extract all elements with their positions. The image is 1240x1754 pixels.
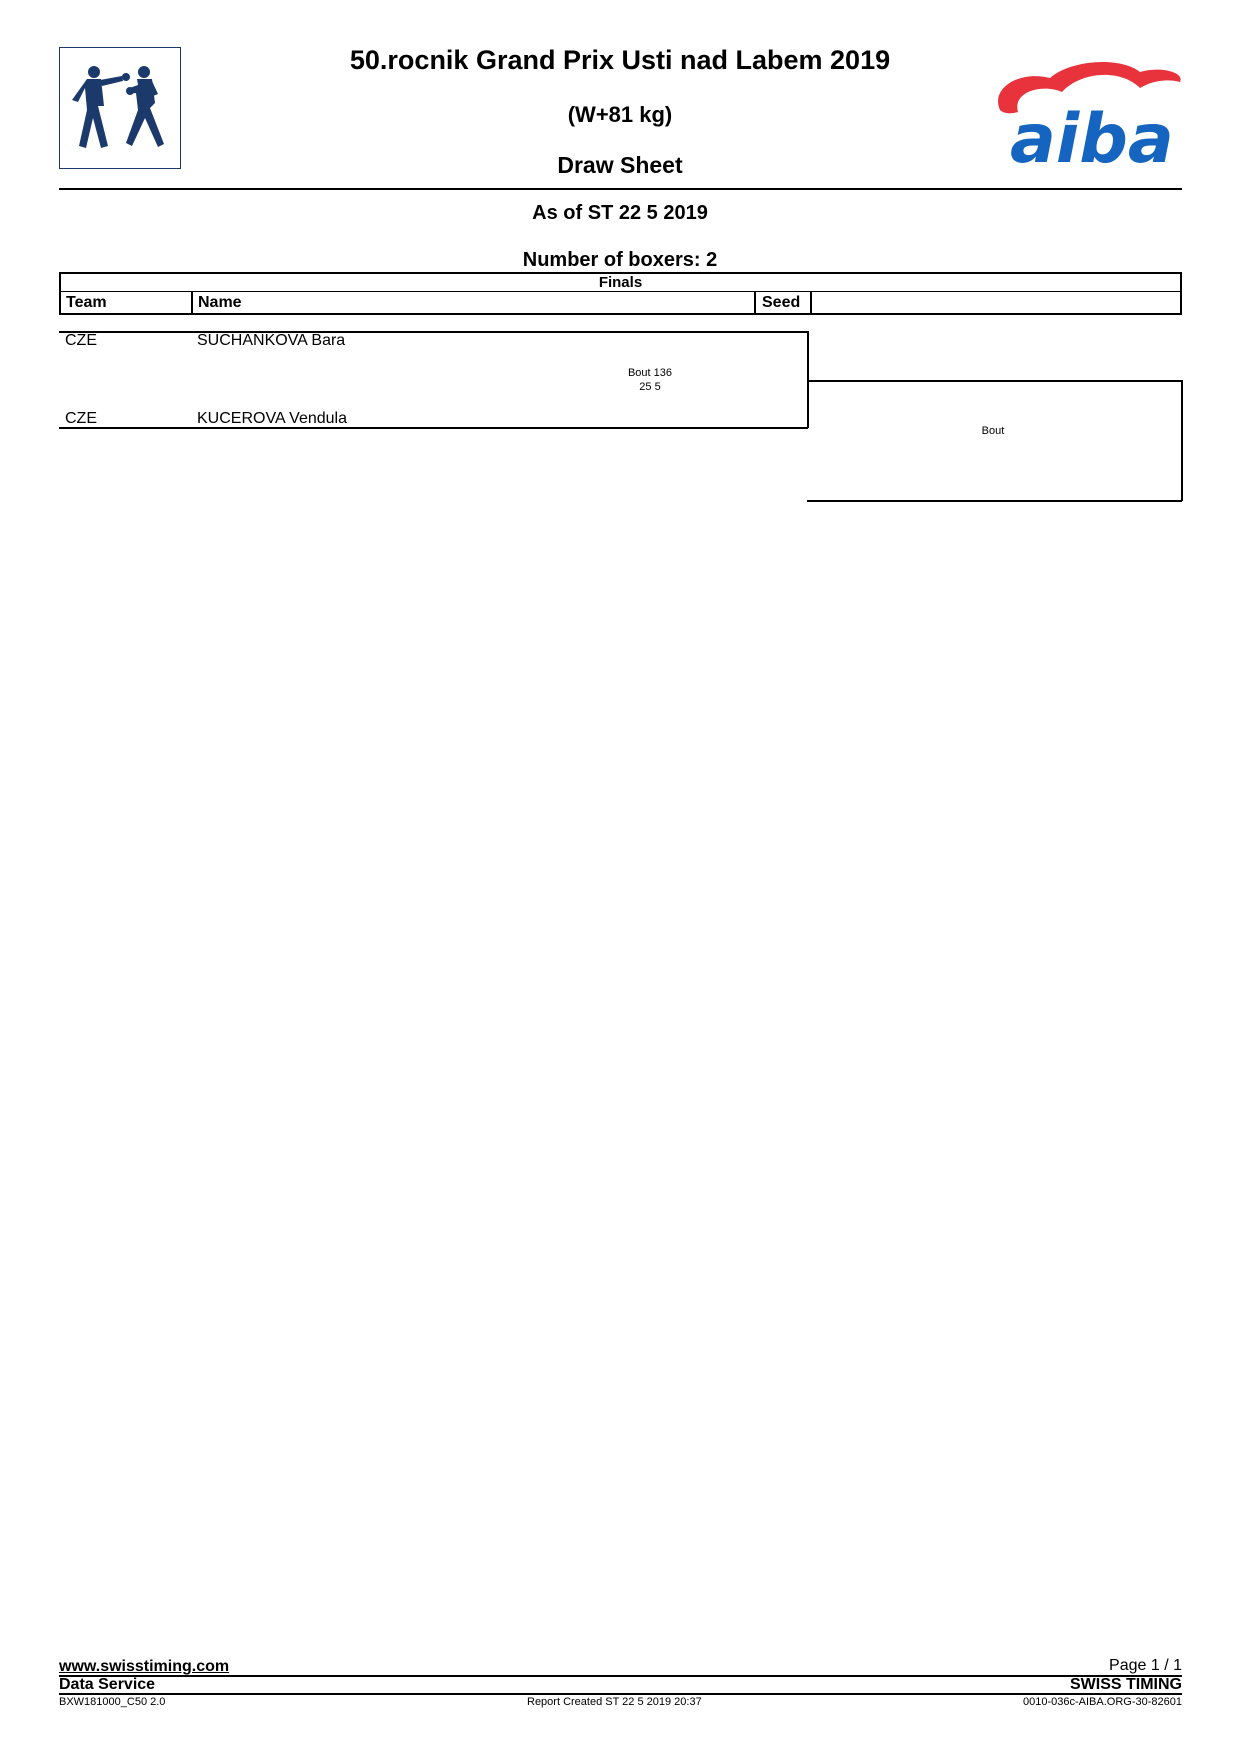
boxers-icon xyxy=(60,48,180,168)
bout-date: 25 5 xyxy=(639,381,661,393)
col-name: Name xyxy=(193,292,756,313)
competitor-2-line xyxy=(59,427,808,429)
sheet-type: Draw Sheet xyxy=(557,152,683,178)
footer-rule-1 xyxy=(59,1675,1182,1677)
event-title: 50.rocnik Grand Prix Usti nad Labem 2019 xyxy=(349,45,891,75)
column-headers xyxy=(59,292,1182,315)
report-created: Report Created ST 22 5 2019 20:37 xyxy=(527,1696,702,1708)
final-bout-label: Bout xyxy=(981,425,1005,437)
competitor-1-line xyxy=(59,331,808,333)
as-of-date: As of ST 22 5 2019 xyxy=(532,202,708,224)
report-code: BXW181000_C50 2.0 xyxy=(59,1696,166,1708)
boxing-logo xyxy=(59,47,181,169)
col-team: Team xyxy=(61,292,193,313)
round-label: Finals xyxy=(59,272,1182,292)
aiba-logo-icon xyxy=(990,48,1182,170)
competitor-2-name: KUCEROVA Vendula xyxy=(197,410,348,427)
weight-class: (W+81 kg) xyxy=(567,102,673,127)
col-seed: Seed xyxy=(756,292,812,313)
aiba-wordmark: aiba xyxy=(1010,100,1174,170)
bout-number: Bout 136 xyxy=(627,367,673,379)
competitor-2-team: CZE xyxy=(65,410,97,427)
footer-rule-2 xyxy=(59,1693,1182,1695)
competitor-1-team: CZE xyxy=(65,332,97,349)
report-ref: 0010-036c-AIBA.ORG-30-82601 xyxy=(1023,1696,1182,1708)
competitor-1-name: SUCHANKOVA Bara xyxy=(197,332,346,349)
footer-website-link[interactable]: www.swisstiming.com xyxy=(59,1658,230,1675)
header-rule xyxy=(59,188,1182,190)
number-of-boxers: Number of boxers: 2 xyxy=(522,249,718,271)
final-bout-top-line xyxy=(808,380,1182,382)
final-bout-right-line xyxy=(1181,380,1183,501)
final-bout-bottom-line xyxy=(807,500,1182,502)
page-number: Page 1 / 1 xyxy=(1109,1657,1182,1674)
data-service: Data Service xyxy=(59,1676,156,1693)
brand-name: SWISS TIMING xyxy=(1070,1676,1182,1693)
aiba-logo xyxy=(990,48,1182,170)
